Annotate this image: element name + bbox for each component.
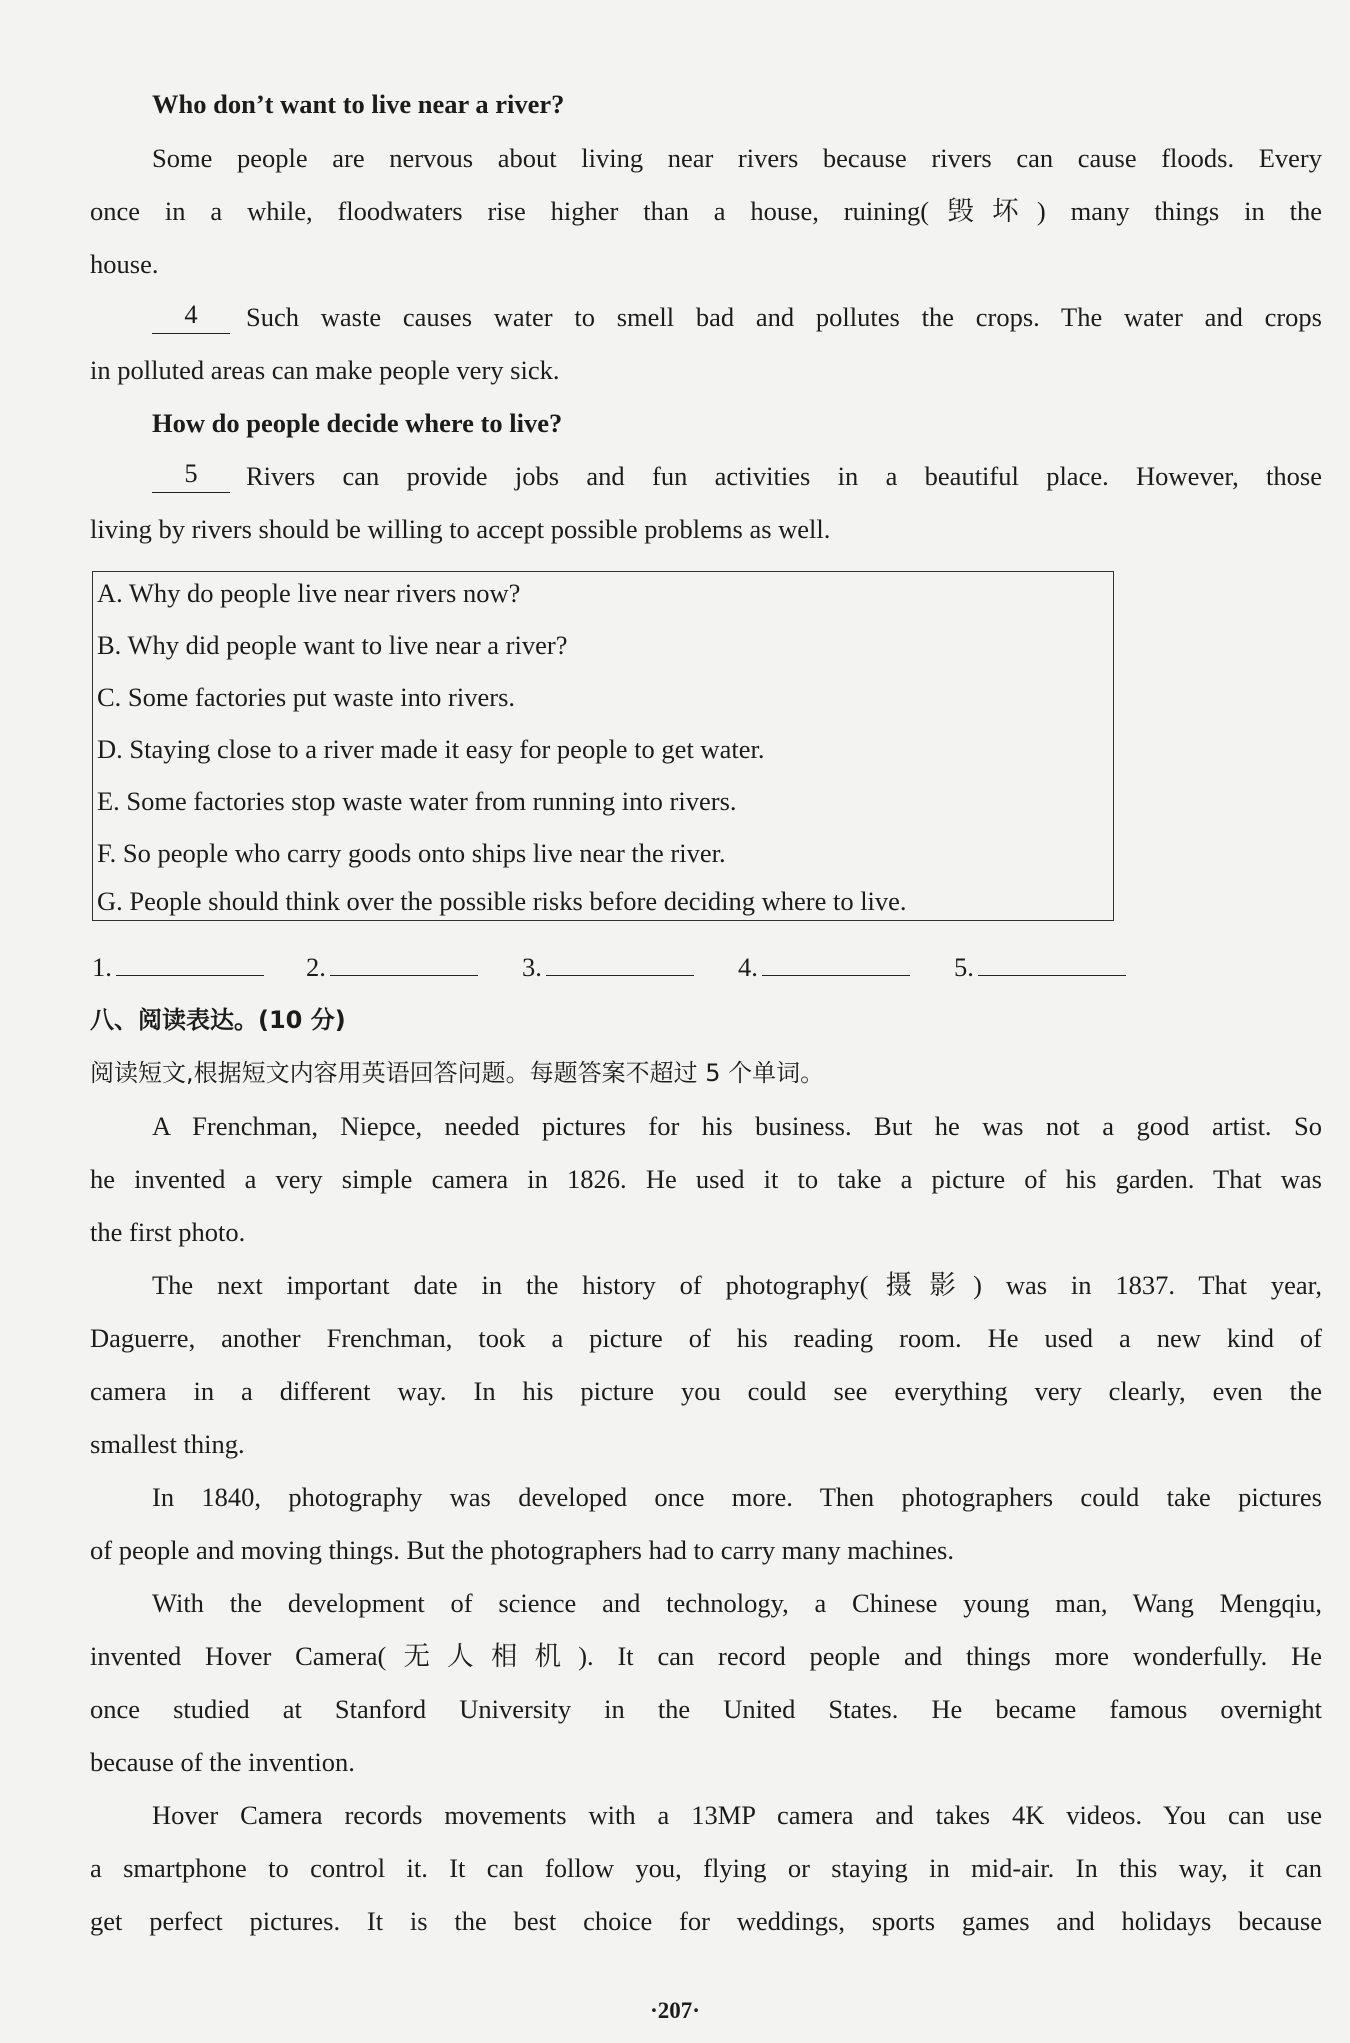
- paragraph-line: living by rivers should be willing to accept possible problems as well.: [90, 514, 831, 544]
- answer-number: 1.: [92, 952, 112, 982]
- section-8-title: 八、阅读表达。(10 分): [90, 1006, 346, 1034]
- answer-blank-4[interactable]: [762, 955, 910, 976]
- heading-how-decide-where-to-live: How do people decide where to live?: [152, 408, 563, 438]
- option-d: D. Staying close to a river made it easy for people to get water.: [97, 734, 765, 764]
- paragraph-line: invented Hover Camera(无人相机). It can record people and things more wonderfully. He: [90, 1641, 1322, 1671]
- paragraph-line: house.: [90, 249, 159, 279]
- blank-4[interactable]: 4: [152, 300, 230, 334]
- section-8-instruction: 阅读短文,根据短文内容用英语回答问题。每题答案不超过 5 个单词。: [90, 1059, 825, 1087]
- answer-slot-4: [738, 950, 910, 984]
- paragraph-line: Hover Camera records movements with a 13MP camera and takes 4K videos. You can use: [152, 1800, 1322, 1830]
- paragraph-line: In 1840, photography was developed once more. Then photographers could take pictures: [152, 1482, 1322, 1512]
- blank-5-line: [152, 459, 1322, 493]
- answer-blank-3[interactable]: [546, 955, 694, 976]
- option-b: B. Why did people want to live near a river?: [97, 630, 568, 660]
- answer-slot-1: [92, 950, 264, 984]
- paragraph-line: smallest thing.: [90, 1429, 245, 1459]
- option-c: C. Some factories put waste into rivers.: [97, 682, 516, 712]
- answer-number: 2.: [306, 952, 326, 982]
- answer-number: 4.: [738, 952, 758, 982]
- option-f: F. So people who carry goods onto ships live near the river.: [97, 838, 726, 868]
- blank-4-line: [152, 300, 1322, 334]
- paragraph-line: because of the invention.: [90, 1747, 355, 1777]
- paragraph-line: the first photo.: [90, 1217, 246, 1247]
- paragraph-line: camera in a different way. In his picture you could see everything very clearly, even the: [90, 1376, 1322, 1406]
- blank-5[interactable]: 5: [152, 459, 230, 493]
- paragraph-line: A Frenchman, Niepce, needed pictures for his business. But he was not a good artist. So: [152, 1111, 1322, 1141]
- paragraph-line: in polluted areas can make people very sick.: [90, 355, 560, 385]
- paragraph-line: With the development of science and technology, a Chinese young man, Wang Mengqiu,: [152, 1588, 1322, 1618]
- paragraph-line: The next important date in the history of photography(摄影) was in 1837. That year,: [152, 1270, 1322, 1300]
- answer-blank-5[interactable]: [978, 955, 1126, 976]
- paragraph-line: Daguerre, another Frenchman, took a picture of his reading room. He used a new kind of: [90, 1323, 1322, 1353]
- option-g: G. People should think over the possible risks before deciding where to live.: [97, 886, 907, 916]
- paragraph-line: get perfect pictures. It is the best choice for weddings, sports games and holidays because: [90, 1906, 1322, 1936]
- answer-blank-2[interactable]: [330, 955, 478, 976]
- answer-slot-5: [954, 950, 1126, 984]
- option-e: E. Some factories stop waste water from running into rivers.: [97, 786, 737, 816]
- heading-who-dont-live-near-river: Who don’t want to live near a river?: [152, 89, 565, 119]
- paragraph-line: once studied at Stanford University in the United States. He became famous overnight: [90, 1694, 1322, 1724]
- paragraph-line: of people and moving things. But the photographers had to carry many machines.: [90, 1535, 954, 1565]
- options-box: [92, 571, 1114, 921]
- answer-number: 3.: [522, 952, 542, 982]
- paragraph-line: Rivers can provide jobs and fun activities in a beautiful place. However, those: [246, 461, 1322, 491]
- page-number: ·207·: [650, 1998, 700, 2023]
- answer-number: 5.: [954, 952, 974, 982]
- paragraph-line: he invented a very simple camera in 1826. He used it to take a picture of his garden. That was: [90, 1164, 1322, 1194]
- paragraph-line: once in a while, floodwaters rise higher than a house, ruining(毁坏) many things in the: [90, 196, 1322, 226]
- paragraph-line: Such waste causes water to smell bad and pollutes the crops. The water and crops: [246, 302, 1322, 332]
- answer-slot-3: [522, 950, 694, 984]
- paragraph-line: a smartphone to control it. It can follow you, flying or staying in mid-air. In this way, it can: [90, 1853, 1322, 1883]
- answer-blank-1[interactable]: [116, 955, 264, 976]
- answer-slot-2: [306, 950, 478, 984]
- paragraph-line: Some people are nervous about living near rivers because rivers can cause floods. Every: [152, 143, 1322, 173]
- option-a: A. Why do people live near rivers now?: [97, 578, 521, 608]
